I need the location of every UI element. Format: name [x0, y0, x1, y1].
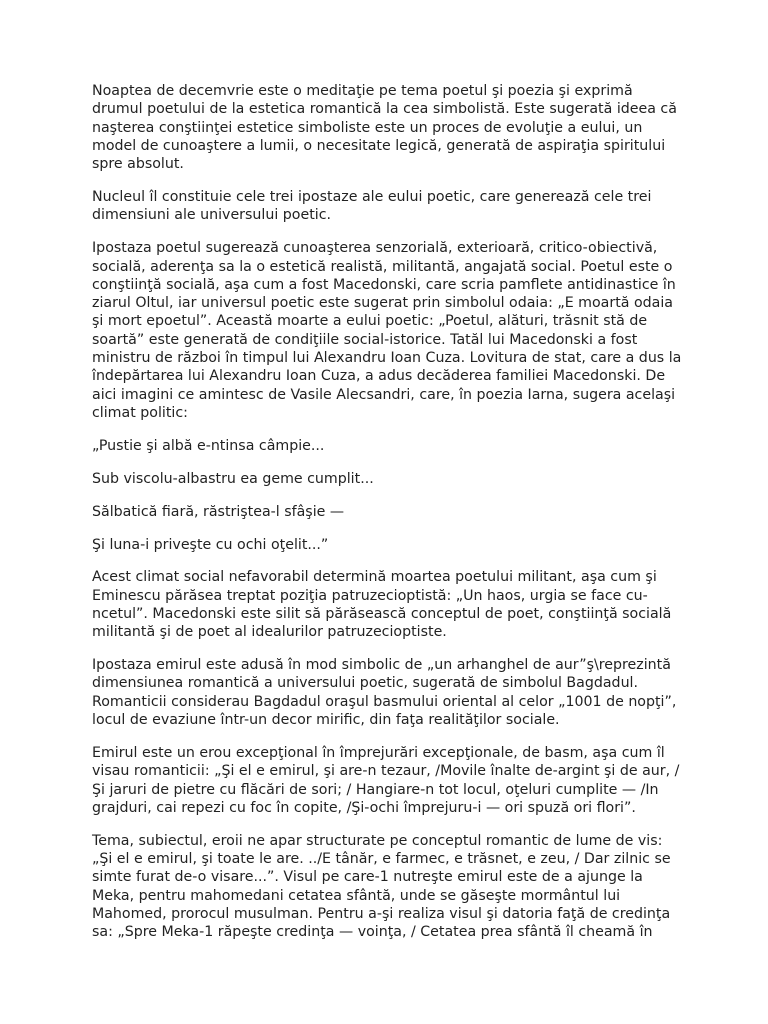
paragraph-1: Noaptea de decemvrie este o meditaţie pe tema poetul şi poezia şi exprimă drumul poetului de la estetica romantică la cea simbolistă. Este sugerată ideea că naşterea conştiinţei estetice simboliste este un proces de evoluţie a eului, un model de cunoaştere a lumii, o necesitate legică, generată de aspiraţia spiritului spre absolut. — [92, 83, 677, 173]
paragraph-3: Ipostaza poetul sugerează cunoaşterea senzorială, exterioară, critico-obiectivă, socială, aderenţa sa la o estetică realistă, militantă, angajată social. Poetul este o conştiinţă socială, aşa cum a fost Macedonski, care scria pamflete antidinastice în ziarul Oltul, iar universul poetic este sugerat prin simbolul odaia: „E moartă odaia şi mort epoetul”. Această moarte a eului poetic: „Poetul, alături, trăsnit stă de soartă” este generată de condiţiile social-istorice. Tatăl lui Macedonski a fost ministru de război în timpul lui Alexandru Ioan Cuza. Lovitura de stat, care a dus la îndepărtarea lui Alexandru Ioan Cuza, a adus decăderea familiei Macedonski. De aici imagini ce amintesc de Vasile Alecsandri, care, în poezia Iarna, sugera acelaşi climat politic: — [92, 240, 682, 421]
poem-verse-3: Sălbatică fiară, răstriştea-l sfâşie — — [92, 503, 345, 520]
paragraph-5: Ipostaza emirul este adusă în mod simbolic de „un arhanghel de aur”ş\reprezintă dimensiunea romantică a universului poetic, sugerată de simbolul Bagdadul. Romanticii considerau Bagdadul oraşul basmului oriental al celor „1001 de nopţi”, locul de evaziune într-un decor mirific, din faţa realităţilor sociale. — [92, 657, 677, 729]
poem-verse-1: „Pustie şi albă e-ntinsa câmpie... — [92, 437, 325, 454]
poem-verse-4: Şi luna-i priveşte cu ochi oţelit...” — [92, 536, 329, 553]
paragraph-7: Tema, subiectul, eroii ne apar structurate pe conceptul romantic de lume de vis: „Şi el e emirul, şi toate le are. ../E tânăr, e farmec, e trăsnet, e zeu, / Dar zilnic se simte furat de-o visare...”. Visul pe care-1 nutreşte emirul este de a ajunge la Meka, pentru mahomedani cetatea sfântă, unde se găseşte mormântul lui Mahomed, prorocul musulman. Pentru a-şi realiza visul şi datoria faţă de credinţa sa: „Spre Meka-1 răpeşte credinţa — voinţa, / Cetatea prea sfântă îl cheamă în — [92, 832, 671, 941]
paragraph-4: Acest climat social nefavorabil determină moartea poetului militant, aşa cum şi Eminescu părăsea treptat poziţia patruzecioptistă: „Un haos, urgia se face cu-ncetul”. Macedonski este silit să părăsească conceptul de poet, conştiinţă socială militantă şi de poet al idealurilor patruzecioptiste. — [92, 569, 672, 641]
poem-verse-2: Sub viscolu-albastru ea geme cumplit... — [92, 470, 374, 487]
paragraph-6: Emirul este un erou excepţional în împrejurări excepţionale, de basm, aşa cum îl visau romanticii: „Şi el e emirul, şi are-n tezaur, /Movile înalte de-argint şi de aur, / Şi jaruri de pietre cu flăcări de sori; / Hangiare-n tot locul, oţeluri cumplite — /In grajduri, cai repezi cu foc în copite, /Şi-ochi împrejuru-i — ori spuză ori flori”. — [92, 744, 680, 816]
paragraph-2: Nucleul îl constituie cele trei ipostaze ale eului poetic, care generează cele trei dimensiuni ale universului poetic. — [92, 189, 652, 224]
document-page — [92, 82, 686, 956]
